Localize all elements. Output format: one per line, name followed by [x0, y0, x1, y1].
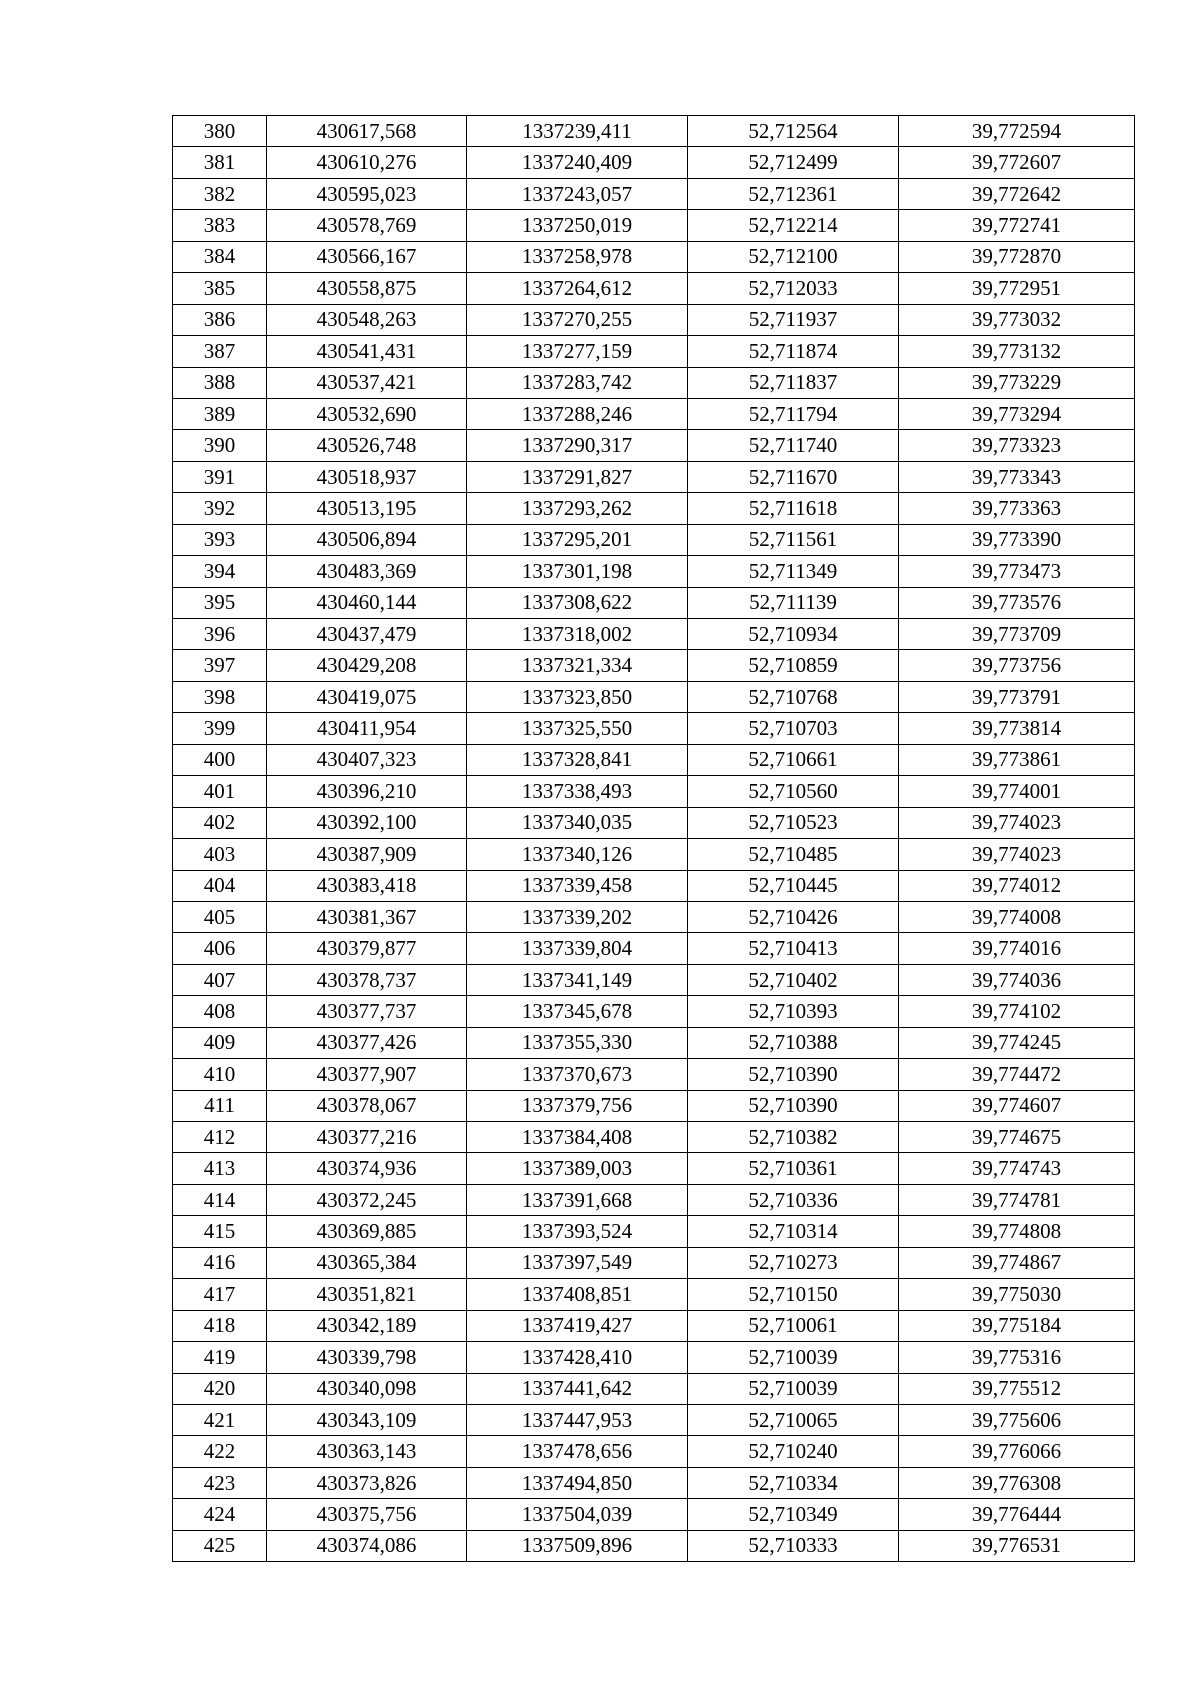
longitude-cell: 39,773390	[899, 524, 1135, 555]
x-coordinate-cell: 430377,737	[267, 996, 467, 1027]
y-coordinate-cell: 1337291,827	[467, 461, 688, 492]
x-coordinate-cell: 430378,737	[267, 964, 467, 995]
x-coordinate-cell: 430363,143	[267, 1436, 467, 1467]
y-coordinate-cell: 1337397,549	[467, 1247, 688, 1278]
table-row	[173, 1279, 1135, 1310]
coordinates-table-body	[173, 116, 1135, 1562]
longitude-cell: 39,773363	[899, 493, 1135, 524]
longitude-cell: 39,773861	[899, 744, 1135, 775]
y-coordinate-cell: 1337393,524	[467, 1216, 688, 1247]
longitude-cell: 39,775606	[899, 1404, 1135, 1435]
x-coordinate-cell: 430342,189	[267, 1310, 467, 1341]
point-number-cell: 393	[173, 524, 267, 555]
longitude-cell: 39,772870	[899, 241, 1135, 272]
point-number-cell: 404	[173, 870, 267, 901]
y-coordinate-cell: 1337283,742	[467, 367, 688, 398]
point-number-cell: 398	[173, 681, 267, 712]
y-coordinate-cell: 1337325,550	[467, 713, 688, 744]
x-coordinate-cell: 430518,937	[267, 461, 467, 492]
latitude-cell: 52,710039	[688, 1373, 899, 1404]
table-row	[173, 713, 1135, 744]
latitude-cell: 52,712214	[688, 210, 899, 241]
y-coordinate-cell: 1337339,804	[467, 933, 688, 964]
table-row	[173, 398, 1135, 429]
x-coordinate-cell: 430407,323	[267, 744, 467, 775]
longitude-cell: 39,776531	[899, 1530, 1135, 1561]
latitude-cell: 52,711561	[688, 524, 899, 555]
latitude-cell: 52,712100	[688, 241, 899, 272]
x-coordinate-cell: 430513,195	[267, 493, 467, 524]
point-number-cell: 402	[173, 807, 267, 838]
y-coordinate-cell: 1337355,330	[467, 1027, 688, 1058]
latitude-cell: 52,710334	[688, 1467, 899, 1498]
x-coordinate-cell: 430526,748	[267, 430, 467, 461]
y-coordinate-cell: 1337494,850	[467, 1467, 688, 1498]
y-coordinate-cell: 1337308,622	[467, 587, 688, 618]
y-coordinate-cell: 1337340,126	[467, 839, 688, 870]
table-row	[173, 650, 1135, 681]
longitude-cell: 39,774008	[899, 901, 1135, 932]
y-coordinate-cell: 1337370,673	[467, 1059, 688, 1090]
x-coordinate-cell: 430558,875	[267, 273, 467, 304]
table-row	[173, 1467, 1135, 1498]
point-number-cell: 388	[173, 367, 267, 398]
latitude-cell: 52,710361	[688, 1153, 899, 1184]
y-coordinate-cell: 1337384,408	[467, 1122, 688, 1153]
latitude-cell: 52,710039	[688, 1342, 899, 1373]
x-coordinate-cell: 430377,216	[267, 1122, 467, 1153]
point-number-cell: 416	[173, 1247, 267, 1278]
latitude-cell: 52,710390	[688, 1090, 899, 1121]
y-coordinate-cell: 1337258,978	[467, 241, 688, 272]
longitude-cell: 39,772607	[899, 147, 1135, 178]
point-number-cell: 386	[173, 304, 267, 335]
table-row	[173, 1216, 1135, 1247]
y-coordinate-cell: 1337447,953	[467, 1404, 688, 1435]
latitude-cell: 52,710273	[688, 1247, 899, 1278]
latitude-cell: 52,710703	[688, 713, 899, 744]
x-coordinate-cell: 430340,098	[267, 1373, 467, 1404]
latitude-cell: 52,710934	[688, 619, 899, 650]
y-coordinate-cell: 1337290,317	[467, 430, 688, 461]
point-number-cell: 422	[173, 1436, 267, 1467]
y-coordinate-cell: 1337478,656	[467, 1436, 688, 1467]
y-coordinate-cell: 1337323,850	[467, 681, 688, 712]
point-number-cell: 380	[173, 116, 267, 147]
latitude-cell: 52,711837	[688, 367, 899, 398]
table-row	[173, 901, 1135, 932]
latitude-cell: 52,710661	[688, 744, 899, 775]
point-number-cell: 413	[173, 1153, 267, 1184]
point-number-cell: 411	[173, 1090, 267, 1121]
x-coordinate-cell: 430541,431	[267, 336, 467, 367]
table-row	[173, 1373, 1135, 1404]
longitude-cell: 39,773814	[899, 713, 1135, 744]
y-coordinate-cell: 1337250,019	[467, 210, 688, 241]
latitude-cell: 52,711794	[688, 398, 899, 429]
point-number-cell: 412	[173, 1122, 267, 1153]
latitude-cell: 52,711670	[688, 461, 899, 492]
point-number-cell: 383	[173, 210, 267, 241]
y-coordinate-cell: 1337441,642	[467, 1373, 688, 1404]
table-row	[173, 556, 1135, 587]
x-coordinate-cell: 430378,067	[267, 1090, 467, 1121]
table-row	[173, 1059, 1135, 1090]
longitude-cell: 39,774001	[899, 776, 1135, 807]
x-coordinate-cell: 430369,885	[267, 1216, 467, 1247]
longitude-cell: 39,773229	[899, 367, 1135, 398]
table-row	[173, 1530, 1135, 1561]
point-number-cell: 389	[173, 398, 267, 429]
x-coordinate-cell: 430437,479	[267, 619, 467, 650]
table-row	[173, 933, 1135, 964]
point-number-cell: 397	[173, 650, 267, 681]
x-coordinate-cell: 430566,167	[267, 241, 467, 272]
table-row	[173, 116, 1135, 147]
y-coordinate-cell: 1337341,149	[467, 964, 688, 995]
longitude-cell: 39,774675	[899, 1122, 1135, 1153]
longitude-cell: 39,772642	[899, 178, 1135, 209]
point-number-cell: 401	[173, 776, 267, 807]
point-number-cell: 396	[173, 619, 267, 650]
x-coordinate-cell: 430373,826	[267, 1467, 467, 1498]
x-coordinate-cell: 430595,023	[267, 178, 467, 209]
x-coordinate-cell: 430578,769	[267, 210, 467, 241]
latitude-cell: 52,710485	[688, 839, 899, 870]
longitude-cell: 39,775512	[899, 1373, 1135, 1404]
x-coordinate-cell: 430351,821	[267, 1279, 467, 1310]
longitude-cell: 39,773756	[899, 650, 1135, 681]
point-number-cell: 399	[173, 713, 267, 744]
latitude-cell: 52,710065	[688, 1404, 899, 1435]
longitude-cell: 39,774102	[899, 996, 1135, 1027]
latitude-cell: 52,710349	[688, 1499, 899, 1530]
point-number-cell: 407	[173, 964, 267, 995]
y-coordinate-cell: 1337301,198	[467, 556, 688, 587]
longitude-cell: 39,773791	[899, 681, 1135, 712]
table-row	[173, 1153, 1135, 1184]
x-coordinate-cell: 430379,877	[267, 933, 467, 964]
y-coordinate-cell: 1337428,410	[467, 1342, 688, 1373]
x-coordinate-cell: 430532,690	[267, 398, 467, 429]
table-row	[173, 367, 1135, 398]
longitude-cell: 39,773473	[899, 556, 1135, 587]
x-coordinate-cell: 430411,954	[267, 713, 467, 744]
y-coordinate-cell: 1337345,678	[467, 996, 688, 1027]
x-coordinate-cell: 430372,245	[267, 1184, 467, 1215]
point-number-cell: 381	[173, 147, 267, 178]
longitude-cell: 39,774245	[899, 1027, 1135, 1058]
longitude-cell: 39,774023	[899, 839, 1135, 870]
point-number-cell: 392	[173, 493, 267, 524]
table-row	[173, 336, 1135, 367]
y-coordinate-cell: 1337288,246	[467, 398, 688, 429]
point-number-cell: 385	[173, 273, 267, 304]
y-coordinate-cell: 1337318,002	[467, 619, 688, 650]
table-row	[173, 807, 1135, 838]
latitude-cell: 52,711139	[688, 587, 899, 618]
y-coordinate-cell: 1337338,493	[467, 776, 688, 807]
table-row	[173, 1342, 1135, 1373]
point-number-cell: 403	[173, 839, 267, 870]
table-row	[173, 619, 1135, 650]
x-coordinate-cell: 430387,909	[267, 839, 467, 870]
y-coordinate-cell: 1337293,262	[467, 493, 688, 524]
y-coordinate-cell: 1337509,896	[467, 1530, 688, 1561]
table-row	[173, 1247, 1135, 1278]
longitude-cell: 39,773032	[899, 304, 1135, 335]
x-coordinate-cell: 430374,936	[267, 1153, 467, 1184]
table-row	[173, 210, 1135, 241]
latitude-cell: 52,710388	[688, 1027, 899, 1058]
table-row	[173, 587, 1135, 618]
longitude-cell: 39,774743	[899, 1153, 1135, 1184]
latitude-cell: 52,710150	[688, 1279, 899, 1310]
table-row	[173, 1090, 1135, 1121]
x-coordinate-cell: 430339,798	[267, 1342, 467, 1373]
longitude-cell: 39,773294	[899, 398, 1135, 429]
latitude-cell: 52,712033	[688, 273, 899, 304]
latitude-cell: 52,711937	[688, 304, 899, 335]
longitude-cell: 39,772594	[899, 116, 1135, 147]
table-row	[173, 461, 1135, 492]
table-row	[173, 1436, 1135, 1467]
x-coordinate-cell: 430374,086	[267, 1530, 467, 1561]
x-coordinate-cell: 430460,144	[267, 587, 467, 618]
table-row	[173, 1122, 1135, 1153]
point-number-cell: 394	[173, 556, 267, 587]
y-coordinate-cell: 1337389,003	[467, 1153, 688, 1184]
table-row	[173, 744, 1135, 775]
table-row	[173, 776, 1135, 807]
longitude-cell: 39,773576	[899, 587, 1135, 618]
coordinates-table	[172, 115, 1135, 1562]
latitude-cell: 52,712499	[688, 147, 899, 178]
longitude-cell: 39,775316	[899, 1342, 1135, 1373]
y-coordinate-cell: 1337339,458	[467, 870, 688, 901]
point-number-cell: 425	[173, 1530, 267, 1561]
table-row	[173, 241, 1135, 272]
latitude-cell: 52,710336	[688, 1184, 899, 1215]
y-coordinate-cell: 1337264,612	[467, 273, 688, 304]
x-coordinate-cell: 430392,100	[267, 807, 467, 838]
x-coordinate-cell: 430381,367	[267, 901, 467, 932]
point-number-cell: 417	[173, 1279, 267, 1310]
longitude-cell: 39,774012	[899, 870, 1135, 901]
latitude-cell: 52,710382	[688, 1122, 899, 1153]
point-number-cell: 418	[173, 1310, 267, 1341]
x-coordinate-cell: 430548,263	[267, 304, 467, 335]
longitude-cell: 39,772741	[899, 210, 1135, 241]
latitude-cell: 52,710523	[688, 807, 899, 838]
longitude-cell: 39,772951	[899, 273, 1135, 304]
longitude-cell: 39,774016	[899, 933, 1135, 964]
y-coordinate-cell: 1337504,039	[467, 1499, 688, 1530]
y-coordinate-cell: 1337239,411	[467, 116, 688, 147]
table-row	[173, 1310, 1135, 1341]
point-number-cell: 424	[173, 1499, 267, 1530]
table-row	[173, 304, 1135, 335]
point-number-cell: 408	[173, 996, 267, 1027]
longitude-cell: 39,774023	[899, 807, 1135, 838]
latitude-cell: 52,710240	[688, 1436, 899, 1467]
y-coordinate-cell: 1337379,756	[467, 1090, 688, 1121]
point-number-cell: 415	[173, 1216, 267, 1247]
latitude-cell: 52,710413	[688, 933, 899, 964]
table-row	[173, 430, 1135, 461]
x-coordinate-cell: 430383,418	[267, 870, 467, 901]
y-coordinate-cell: 1337243,057	[467, 178, 688, 209]
longitude-cell: 39,774036	[899, 964, 1135, 995]
table-row	[173, 493, 1135, 524]
longitude-cell: 39,774472	[899, 1059, 1135, 1090]
x-coordinate-cell: 430419,075	[267, 681, 467, 712]
table-row	[173, 1499, 1135, 1530]
y-coordinate-cell: 1337419,427	[467, 1310, 688, 1341]
table-row	[173, 273, 1135, 304]
y-coordinate-cell: 1337408,851	[467, 1279, 688, 1310]
x-coordinate-cell: 430365,384	[267, 1247, 467, 1278]
longitude-cell: 39,773709	[899, 619, 1135, 650]
longitude-cell: 39,774808	[899, 1216, 1135, 1247]
latitude-cell: 52,710859	[688, 650, 899, 681]
x-coordinate-cell: 430375,756	[267, 1499, 467, 1530]
x-coordinate-cell: 430396,210	[267, 776, 467, 807]
y-coordinate-cell: 1337240,409	[467, 147, 688, 178]
latitude-cell: 52,710393	[688, 996, 899, 1027]
x-coordinate-cell: 430429,208	[267, 650, 467, 681]
latitude-cell: 52,711874	[688, 336, 899, 367]
table-row	[173, 839, 1135, 870]
longitude-cell: 39,775184	[899, 1310, 1135, 1341]
table-row	[173, 681, 1135, 712]
x-coordinate-cell: 430506,894	[267, 524, 467, 555]
x-coordinate-cell: 430537,421	[267, 367, 467, 398]
y-coordinate-cell: 1337391,668	[467, 1184, 688, 1215]
table-row	[173, 996, 1135, 1027]
table-row	[173, 1027, 1135, 1058]
point-number-cell: 414	[173, 1184, 267, 1215]
latitude-cell: 52,712361	[688, 178, 899, 209]
longitude-cell: 39,773323	[899, 430, 1135, 461]
point-number-cell: 410	[173, 1059, 267, 1090]
latitude-cell: 52,710426	[688, 901, 899, 932]
longitude-cell: 39,773132	[899, 336, 1135, 367]
y-coordinate-cell: 1337321,334	[467, 650, 688, 681]
x-coordinate-cell: 430343,109	[267, 1404, 467, 1435]
point-number-cell: 409	[173, 1027, 267, 1058]
longitude-cell: 39,774607	[899, 1090, 1135, 1121]
point-number-cell: 420	[173, 1373, 267, 1404]
x-coordinate-cell: 430610,276	[267, 147, 467, 178]
point-number-cell: 406	[173, 933, 267, 964]
point-number-cell: 419	[173, 1342, 267, 1373]
longitude-cell: 39,774781	[899, 1184, 1135, 1215]
point-number-cell: 421	[173, 1404, 267, 1435]
table-row	[173, 1404, 1135, 1435]
latitude-cell: 52,710333	[688, 1530, 899, 1561]
point-number-cell: 384	[173, 241, 267, 272]
latitude-cell: 52,711740	[688, 430, 899, 461]
y-coordinate-cell: 1337277,159	[467, 336, 688, 367]
latitude-cell: 52,710402	[688, 964, 899, 995]
y-coordinate-cell: 1337339,202	[467, 901, 688, 932]
point-number-cell: 382	[173, 178, 267, 209]
longitude-cell: 39,776444	[899, 1499, 1135, 1530]
table-row	[173, 524, 1135, 555]
point-number-cell: 395	[173, 587, 267, 618]
latitude-cell: 52,710061	[688, 1310, 899, 1341]
latitude-cell: 52,710314	[688, 1216, 899, 1247]
latitude-cell: 52,710768	[688, 681, 899, 712]
y-coordinate-cell: 1337270,255	[467, 304, 688, 335]
longitude-cell: 39,776308	[899, 1467, 1135, 1498]
longitude-cell: 39,775030	[899, 1279, 1135, 1310]
latitude-cell: 52,711618	[688, 493, 899, 524]
latitude-cell: 52,711349	[688, 556, 899, 587]
table-row	[173, 1184, 1135, 1215]
y-coordinate-cell: 1337328,841	[467, 744, 688, 775]
x-coordinate-cell: 430617,568	[267, 116, 467, 147]
latitude-cell: 52,710445	[688, 870, 899, 901]
point-number-cell: 405	[173, 901, 267, 932]
y-coordinate-cell: 1337295,201	[467, 524, 688, 555]
table-row	[173, 964, 1135, 995]
longitude-cell: 39,776066	[899, 1436, 1135, 1467]
x-coordinate-cell: 430377,907	[267, 1059, 467, 1090]
point-number-cell: 387	[173, 336, 267, 367]
x-coordinate-cell: 430483,369	[267, 556, 467, 587]
table-row	[173, 147, 1135, 178]
latitude-cell: 52,710390	[688, 1059, 899, 1090]
point-number-cell: 423	[173, 1467, 267, 1498]
table-row	[173, 870, 1135, 901]
point-number-cell: 390	[173, 430, 267, 461]
longitude-cell: 39,773343	[899, 461, 1135, 492]
longitude-cell: 39,774867	[899, 1247, 1135, 1278]
y-coordinate-cell: 1337340,035	[467, 807, 688, 838]
latitude-cell: 52,710560	[688, 776, 899, 807]
table-row	[173, 178, 1135, 209]
x-coordinate-cell: 430377,426	[267, 1027, 467, 1058]
point-number-cell: 400	[173, 744, 267, 775]
point-number-cell: 391	[173, 461, 267, 492]
latitude-cell: 52,712564	[688, 116, 899, 147]
